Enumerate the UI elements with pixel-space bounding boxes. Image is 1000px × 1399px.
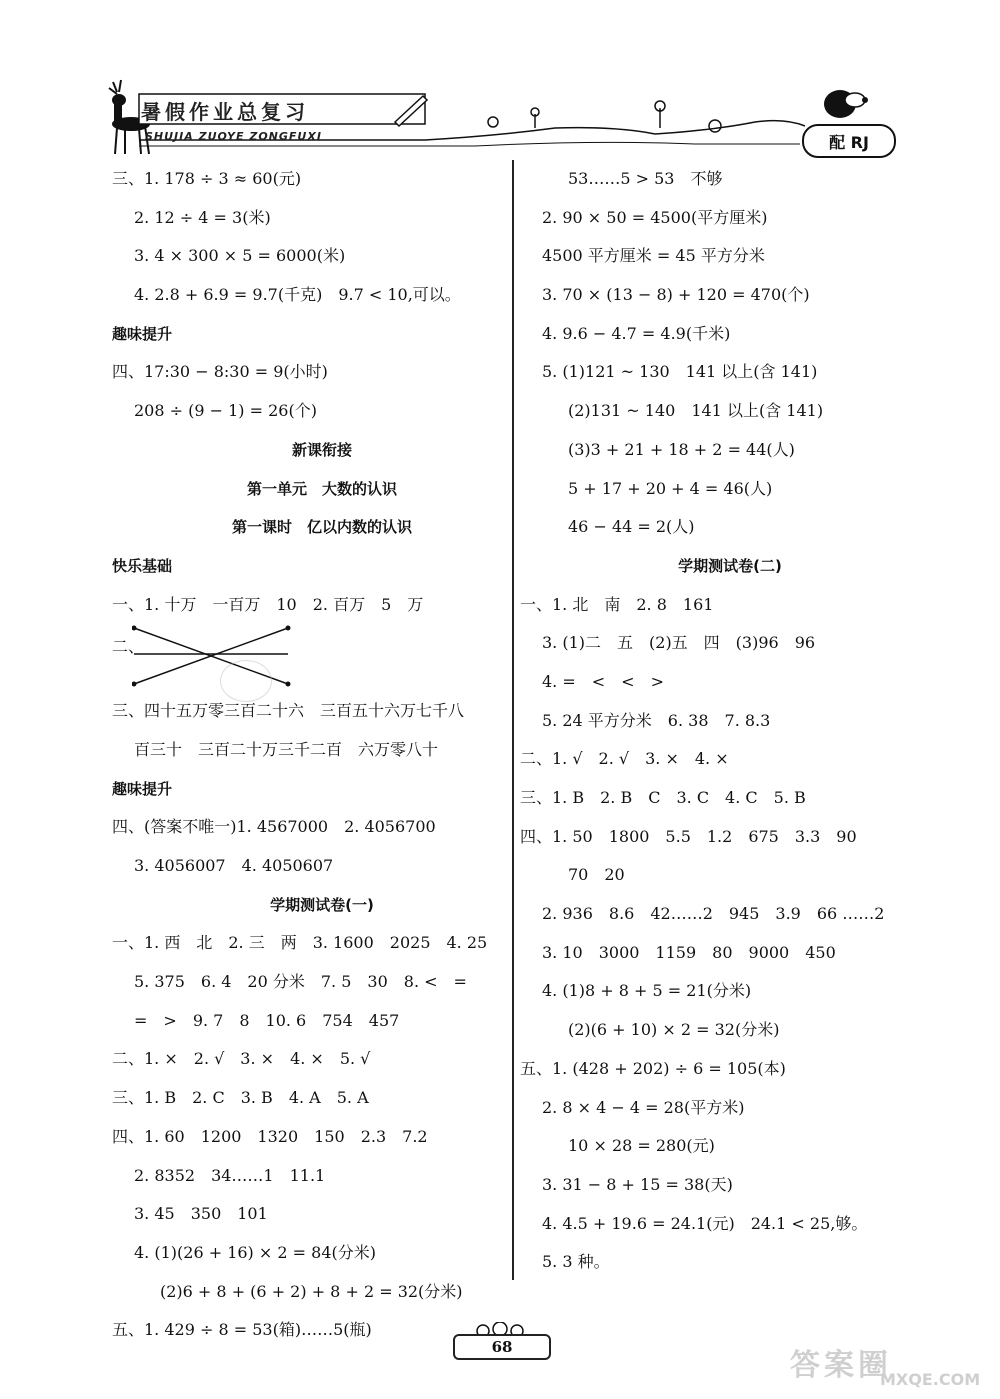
answer-line: 四、(答案不唯一)1. 4567000 2. 4056700 bbox=[112, 817, 436, 837]
watermark-url: MXQE.COM bbox=[880, 1370, 981, 1389]
section-heading: 趣味提升 bbox=[112, 779, 173, 798]
answer-line: 百三十 三百二十万三千二百 六万零八十 bbox=[134, 739, 439, 759]
answer-line: 二、1. × 2. √ 3. × 4. × 5. √ bbox=[112, 1049, 371, 1069]
answer-line: 3. (1)二 五 (2)五 四 (3)96 96 bbox=[542, 633, 816, 653]
matching-dot bbox=[132, 626, 137, 631]
matching-dot bbox=[286, 682, 291, 687]
left-column bbox=[112, 160, 532, 1350]
page-header bbox=[95, 78, 900, 156]
answer-line: 四、1. 60 1200 1320 150 2.3 7.2 bbox=[112, 1126, 428, 1146]
answer-line: 3. 70 × (13 − 8) + 120 = 470(个) bbox=[542, 285, 810, 305]
matching-diagram bbox=[112, 624, 532, 692]
section-title: 第一课时 亿以内数的认识 bbox=[231, 518, 412, 537]
answer-line: 4500 平方厘米 = 45 平方分米 bbox=[542, 246, 765, 266]
answer-line: 3. 45 350 101 bbox=[134, 1204, 268, 1224]
matching-dot bbox=[132, 682, 137, 687]
header-title: 暑假作业总复习 bbox=[141, 100, 309, 124]
answer-line: 一、1. 西 北 2. 三 两 3. 1600 2025 4. 25 bbox=[112, 933, 488, 953]
edition-badge: 配 RJ bbox=[802, 124, 896, 158]
answer-line: 5. 24 平方分米 6. 38 7. 8.3 bbox=[542, 710, 771, 730]
answer-line: 4. (1)(26 + 16) × 2 = 84(分米) bbox=[134, 1242, 376, 1262]
answer-line: 4. 9.6 − 4.7 = 4.9(千米) bbox=[542, 323, 731, 343]
answer-line: 2. 8 × 4 − 4 = 28(平方米) bbox=[542, 1097, 745, 1117]
answer-line: 2. 936 8.6 42……2 945 3.9 66 ……2 bbox=[542, 904, 885, 924]
answer-line: 五、1. (428 + 202) ÷ 6 = 105(本) bbox=[520, 1058, 786, 1078]
answer-line: 4. 2.8 + 6.9 = 9.7(千克) 9.7 < 10,可以。 bbox=[134, 285, 461, 305]
answer-line: 53……5 > 53 不够 bbox=[568, 169, 723, 188]
answer-line: 三、1. B 2. B C 3. C 4. C 5. B bbox=[520, 788, 806, 807]
answer-line: 2. 90 × 50 = 4500(平方厘米) bbox=[542, 207, 768, 227]
answer-line: 一、1. 北 南 2. 8 161 bbox=[520, 594, 714, 614]
answer-line: 4. 4.5 + 19.6 = 24.1(元) 24.1 < 25,够。 bbox=[542, 1213, 868, 1233]
answer-line: 二、1. √ 2. √ 3. × 4. × bbox=[520, 749, 729, 769]
answer-line: 5. 375 6. 4 20 分米 7. 5 30 8. < = bbox=[134, 972, 467, 992]
answer-line: 70 20 bbox=[568, 865, 625, 885]
answer-line: 4. (1)8 + 8 + 5 = 21(分米) bbox=[542, 981, 752, 1001]
watermark bbox=[780, 1340, 990, 1395]
watermark-main: 答案圈 bbox=[790, 1348, 892, 1383]
page-number: 68 bbox=[453, 1334, 551, 1360]
column-divider bbox=[512, 160, 514, 1280]
section-heading: 快乐基础 bbox=[112, 556, 173, 575]
answer-line: 5. (1)121 ~ 130 141 以上(含 141) bbox=[542, 362, 818, 382]
answer-line: 四、17:30 − 8:30 = 9(小时) bbox=[112, 362, 328, 382]
answer-line: 3. 4056007 4. 4050607 bbox=[134, 856, 334, 875]
answer-line: 三、1. B 2. C 3. B 4. A 5. A bbox=[112, 1088, 369, 1108]
answer-line: 3. 10 3000 1159 80 9000 450 bbox=[542, 942, 836, 962]
answer-line: = > 9. 7 8 10. 6 754 457 bbox=[134, 1010, 400, 1030]
section-title: 新课衔接 bbox=[291, 440, 352, 459]
answer-line: 五、1. 429 ÷ 8 = 53(箱)……5(瓶) bbox=[112, 1320, 372, 1340]
answer-line: 4. = < < > bbox=[542, 671, 664, 691]
matching-label: 二、 bbox=[112, 637, 145, 657]
answer-line: 2. 12 ÷ 4 = 3(米) bbox=[134, 207, 271, 227]
answer-line: 四、1. 50 1800 5.5 1.2 675 3.3 90 bbox=[520, 826, 857, 846]
answer-line: 5 + 17 + 20 + 4 = 46(人) bbox=[568, 478, 773, 498]
header-pinyin: SHUJIA ZUOYE ZONGFUXI bbox=[145, 130, 322, 143]
page-footer bbox=[443, 1322, 557, 1362]
answer-line: 3. 31 − 8 + 15 = 38(天) bbox=[542, 1174, 733, 1194]
answer-line: 三、四十五万零三百二十六 三百五十六万七千八 bbox=[112, 701, 465, 721]
answer-line: 208 ÷ (9 − 1) = 26(个) bbox=[134, 401, 317, 421]
section-title: 学期测试卷(一) bbox=[270, 895, 374, 914]
answer-line: 10 × 28 = 280(元) bbox=[568, 1136, 715, 1156]
answer-line: 2. 8352 34……1 11.1 bbox=[134, 1165, 326, 1185]
stamp-mark-icon bbox=[220, 660, 272, 702]
answer-line: 三、1. 178 ÷ 3 ≈ 60(元) bbox=[112, 169, 302, 188]
answer-line: 46 − 44 = 2(人) bbox=[568, 517, 695, 537]
answer-line: (2)6 + 8 + (6 + 2) + 8 + 2 = 32(分米) bbox=[160, 1281, 463, 1301]
answer-line: 3. 4 × 300 × 5 = 6000(米) bbox=[134, 246, 346, 266]
section-heading: 趣味提升 bbox=[112, 324, 173, 343]
matching-dot bbox=[286, 626, 291, 631]
answer-line: (3)3 + 21 + 18 + 2 = 44(人) bbox=[568, 439, 795, 459]
section-title: 第一单元 大数的认识 bbox=[246, 479, 397, 498]
answer-line: (2)(6 + 10) × 2 = 32(分米) bbox=[568, 1020, 780, 1040]
right-column bbox=[520, 160, 940, 1282]
answer-line: 一、1. 十万 一百万 10 2. 百万 5 万 bbox=[112, 594, 424, 614]
answer-line: (2)131 ~ 140 141 以上(含 141) bbox=[568, 401, 824, 421]
section-title: 学期测试卷(二) bbox=[678, 556, 782, 575]
answer-line: 5. 3 种。 bbox=[542, 1252, 610, 1272]
